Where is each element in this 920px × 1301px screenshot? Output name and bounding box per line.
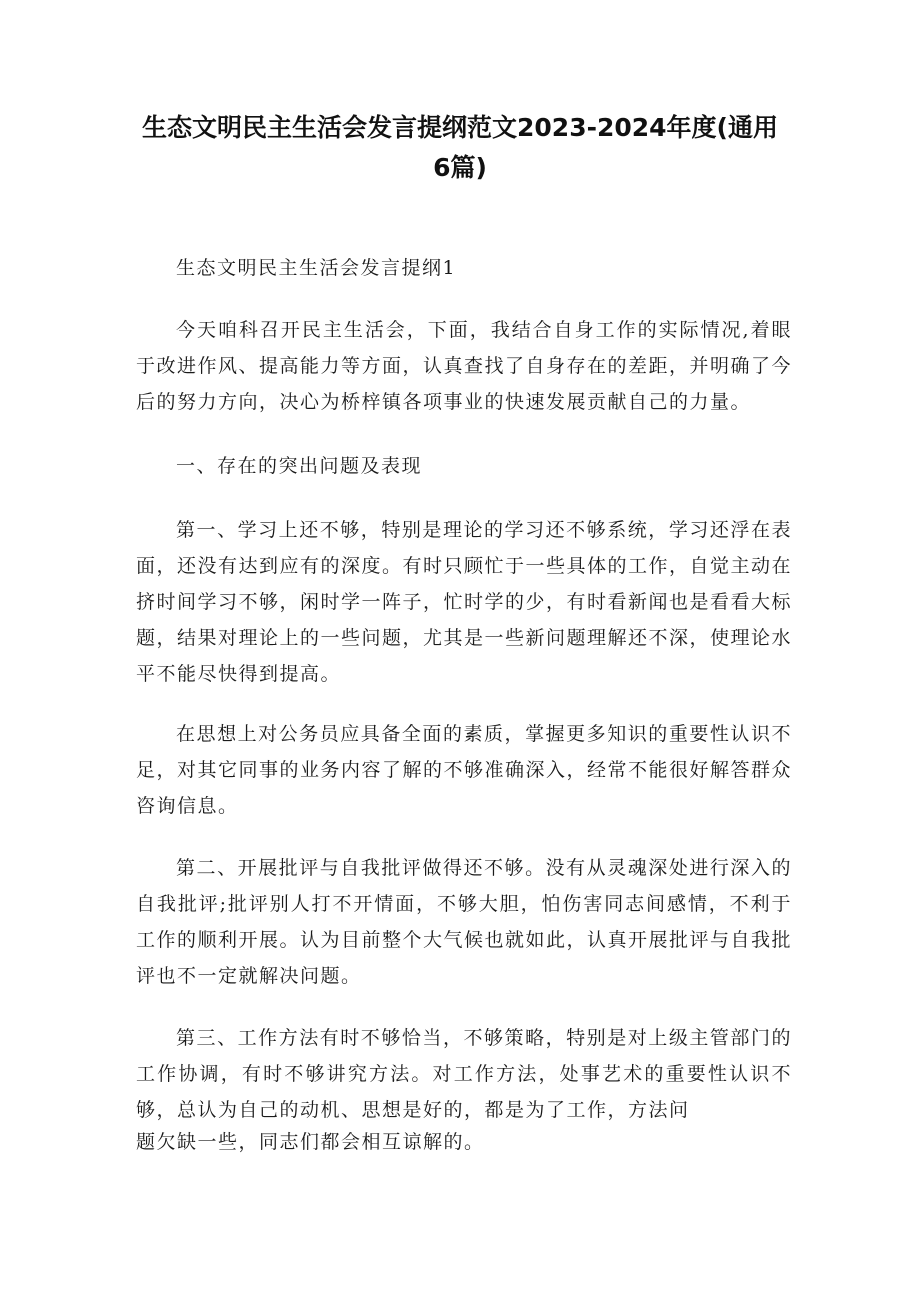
paragraph-first-point: 第一、学习上还不够，特别是理论的学习还不够系统，学习还浮在表面，还没有达到应有的深度。有时只顾忙于一些具体的工作，自觉主动在挤时间学习不够，闲时学一阵子，忙时学的少，有时看新闻也是看看大标题，结果对理论上的一些问题，尤其是一些新问题理解还不深，使理论水平不能尽快得到提高。 [136,519,793,685]
paragraph-thinking: 在思想上对公务员应具备全面的素质，掌握更多知识的重要性认识不足，对其它同事的业务内容了解的不够准确深入，经常不能很好解答群众咨询信息。 [136,723,793,817]
section-heading-problems: 一、存在的突出问题及表现 [176,455,423,477]
document-title: 生态文明民主生活会发言提纲范文2023-2024年度(通用6篇) [142,113,778,182]
intro-paragraph: 今天咱科召开民主生活会，下面，我结合自身工作的实际情况,着眼于改进作风、提高能力等方面，认真查找了自身存在的差距，并明确了今后的努力方向，决心为桥梓镇各项事业的快速发展贡献自己的力量。 [136,319,793,413]
paragraph-third-point: 第三、工作方法有时不够恰当，不够策略，特别是对上级主管部门的工作协调，有时不够讲究方法。对工作方法，处事艺术的重要性认识不够，总认为自己的动机、思想是好的，都是为了工作，方法问 [136,1027,792,1121]
section-heading-outline-1: 生态文明民主生活会发言提纲1 [176,257,457,279]
paragraph-second-point: 第二、开展批评与自我批评做得还不够。没有从灵魂深处进行深入的自我批评;批评别人打不开情面，不够大胆，怕伤害同志间感情，不利于工作的顺利开展。认为目前整个大气候也就如此，认真开展批评与自我批评也不一定就解决问题。 [136,857,793,987]
paragraph-continuation: 题欠缺一些，同志们都会相互谅解的。 [136,1131,485,1153]
